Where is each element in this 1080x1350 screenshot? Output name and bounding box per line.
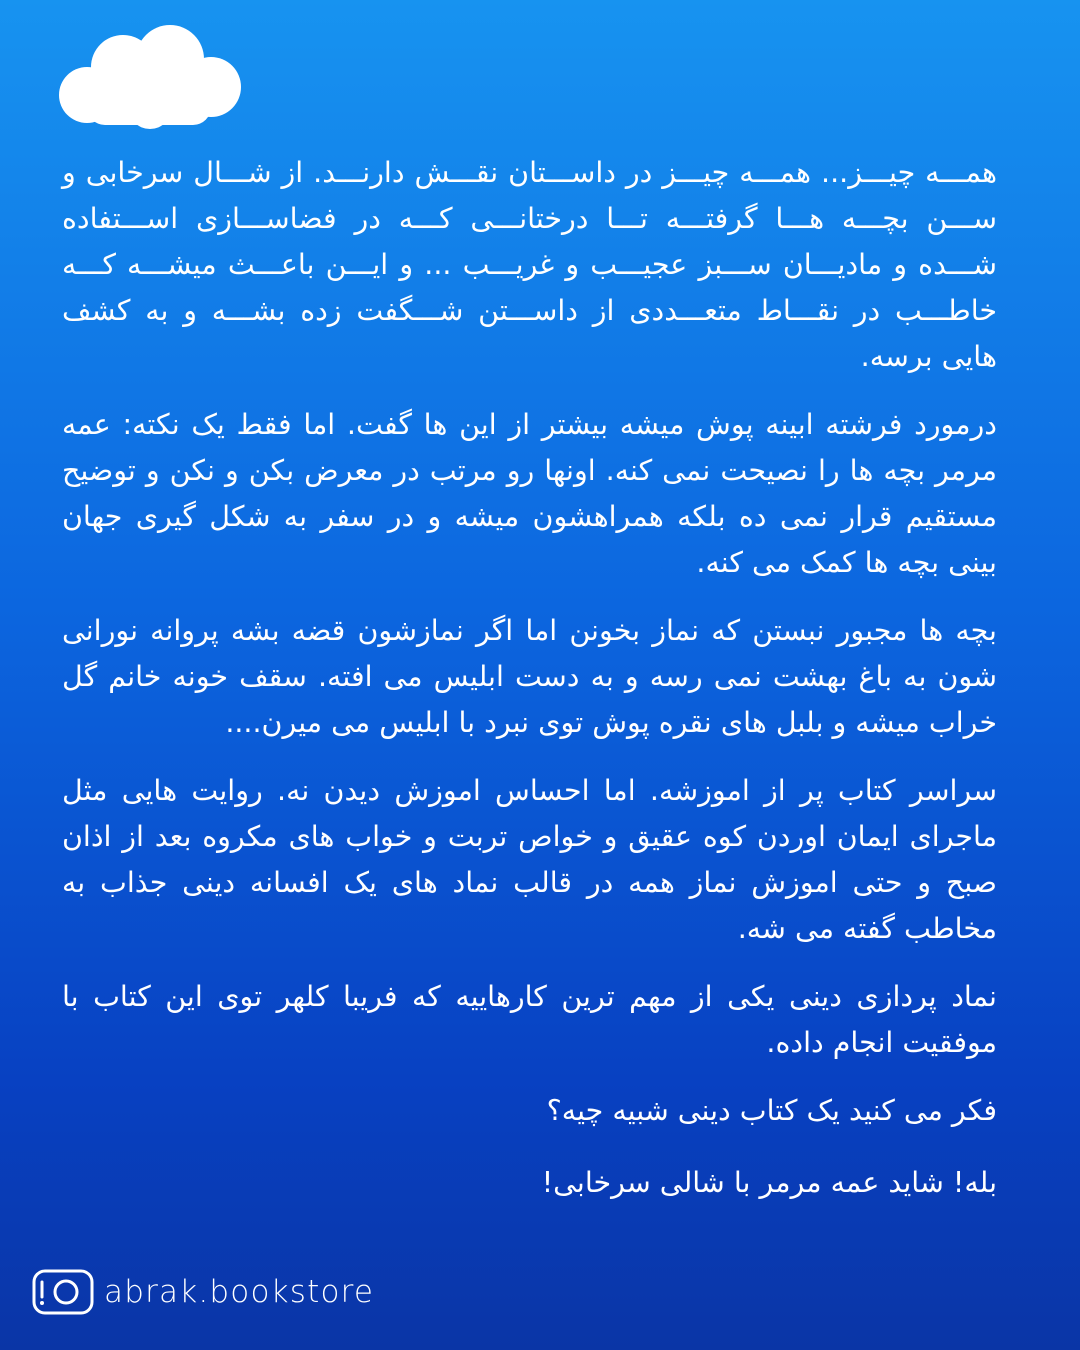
- paragraph-5: نماد پردازی دینی یکی از مهم ترین کارهاییه که فریبا کلهر توی این کتاب با موفقیت انجام داده.: [62, 980, 997, 1059]
- instagram-handle[interactable]: [32, 1268, 374, 1316]
- article-text: [62, 150, 997, 1232]
- instagram-icon: [32, 1269, 94, 1315]
- paragraph-7: بله! شاید عمه مرمر با شالی سرخابی!: [541, 1166, 997, 1199]
- paragraph-3: بچه ها مجبور نبستن که نماز بخونن اما اگر نمازشون قضه بشه پروانه نورانی شون به باغ بهشت نمی رسه و به دست ابلیس می افته. سقف خونه خانم گل خراب میشه و بلبل های نقره پوش توی نبرد با ابلیس می میرن....: [62, 614, 997, 739]
- paragraph-6: فکر می کنید یک کتاب دینی شبیه چیه؟: [546, 1094, 997, 1127]
- handle-text: abrak.bookstore: [104, 1274, 375, 1310]
- cloud-icon: [55, 25, 245, 135]
- paragraph-2: درمورد فرشته ابینه پوش میشه بیشتر از این ها گفت. اما فقط یک نکته: عمه مرمر بچه ها را نصیحت نمی کنه. اونها رو مرتب در معرض بکن و نکن و توضیح مستقیم قرار نمی ده بلکه همراهشون میشه و در سفر به شکل گیری جهان بینی بچه ها کمک می کنه.: [62, 408, 997, 579]
- paragraph-4: سراسر کتاب پر از اموزشه. اما احساس اموزش دیدن نه. روایت هایی مثل ماجرای ایمان اوردن کوه عقیق و خواص تربت و خواب های مکروه بعد از اذان صبح و حتی اموزش نماز همه در قالب نماد های یک افسانه دینی جذاب به مخاطب گفته می شه.: [62, 774, 997, 945]
- paragraph-1: همـــه چیـــز... همـــه چیـــز در داســـتان نقـــش دارنـــد. از شـــال سرخابی و ســـن بچـــه هـــا گرفتـــه تـــا درختانـــی کـــه در فضاســـازی اســـتفاده شـــده و مادیـــان ســـبز عجیـــب و غریـــب ... و ایـــن باعـــث میشـــه کـــه خاطـــب در نقـــاط متعـــددی از داســـتن شـــگفت زده بشـــه و به کشف هایی برسه.: [62, 156, 997, 373]
